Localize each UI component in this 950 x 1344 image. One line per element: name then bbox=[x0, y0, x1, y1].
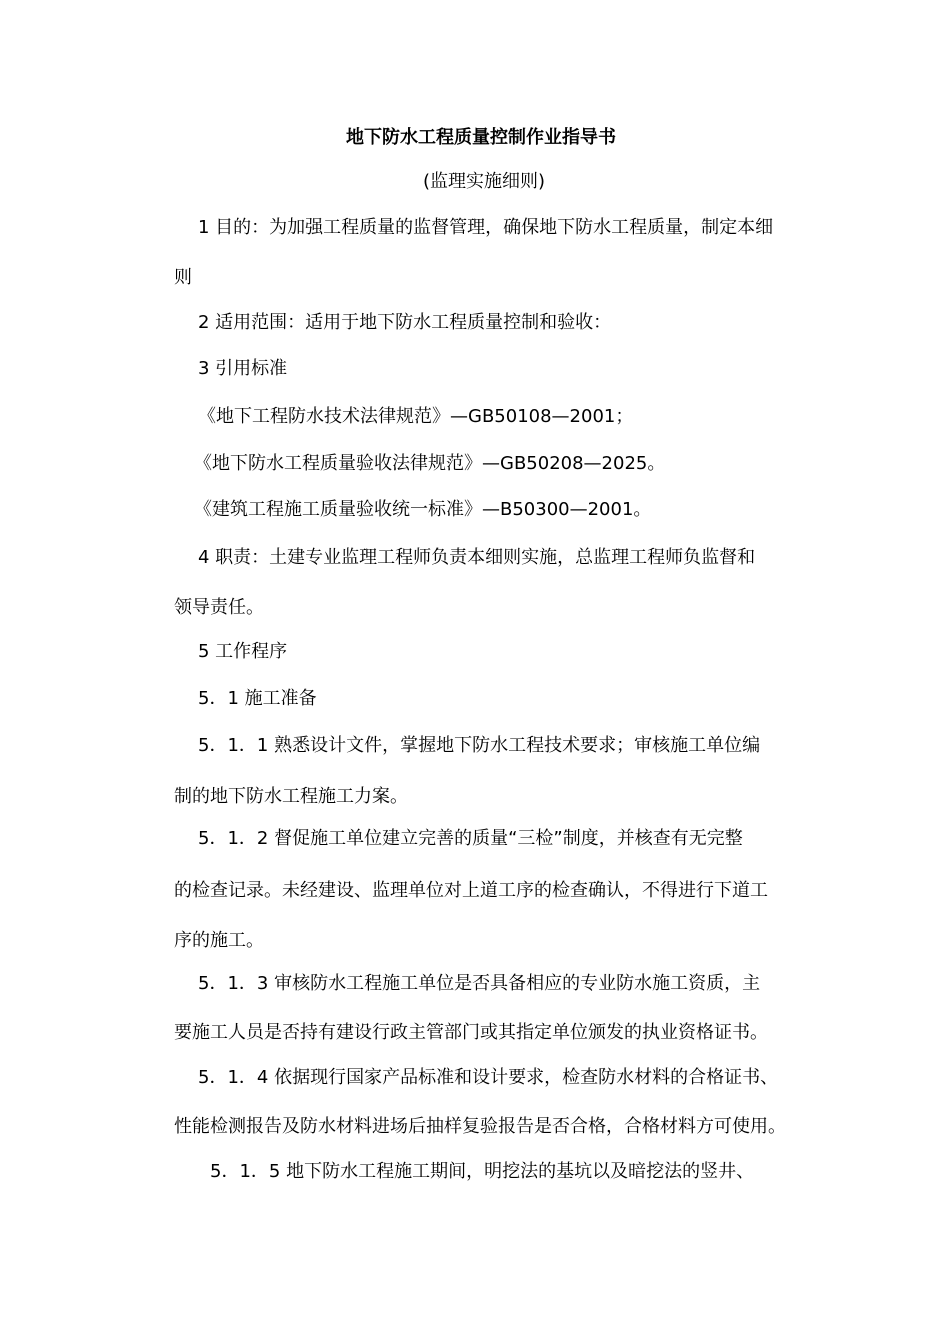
paragraph-line: 5 工作程序 bbox=[198, 641, 288, 662]
paragraph-line: 4 职责：土建专业监理工程师负责本细则实施，总监理工程师负监督和 bbox=[198, 547, 756, 568]
paragraph-line: 要施工人员是否持有建设行政主管部门或其指定单位颁发的执业资格证书。 bbox=[174, 1022, 768, 1043]
paragraph-line: 的检查记录。未经建设、监理单位对上道工序的检查确认，不得进行下道工 bbox=[174, 880, 768, 901]
paragraph-line: 5．1．3 审核防水工程施工单位是否具备相应的专业防水施工资质，主 bbox=[198, 973, 761, 994]
paragraph-line: 5．1．2 督促施工单位建立完善的质量“三检”制度，并核查有无完整 bbox=[198, 828, 743, 849]
paragraph-line: 则 bbox=[174, 267, 192, 288]
paragraph-line: 序的施工。 bbox=[174, 930, 264, 951]
paragraph-line: 《地下工程防水技术法律规范》—GB50108—2001； bbox=[198, 406, 634, 427]
document-title: 地下防水工程质量控制作业指导书 bbox=[346, 127, 616, 148]
paragraph-line: 性能检测报告及防水材料进场后抽样复验报告是否合格，合格材料方可使用。 bbox=[174, 1116, 786, 1137]
paragraph-line: 3 引用标准 bbox=[198, 358, 288, 379]
paragraph-line: 1 目的：为加强工程质量的监督管理，确保地下防水工程质量，制定本细 bbox=[198, 217, 774, 238]
paragraph-line: 5．1．4 依据现行国家产品标准和设计要求，检查防水材料的合格证书、 bbox=[198, 1067, 779, 1088]
paragraph-line: 2 适用范围：适用于地下防水工程质量控制和验收： bbox=[198, 312, 612, 333]
paragraph-line: 制的地下防水工程施工力案。 bbox=[174, 786, 408, 807]
paragraph-line: 5．1．5 地下防水工程施工期间，明挖法的基坑以及暗挖法的竖井、 bbox=[210, 1161, 755, 1182]
paragraph-line: 5．1．1 熟悉设计文件，掌握地下防水工程技术要求；审核施工单位编 bbox=[198, 735, 761, 756]
paragraph-line: 《建筑工程施工质量验收统一标准》—B50300—2001。 bbox=[194, 499, 652, 520]
document-subtitle: (监理实施细则) bbox=[423, 171, 546, 192]
paragraph-line: 5．1 施工准备 bbox=[198, 688, 317, 709]
paragraph-line: 《地下防水工程质量验收法律规范》—GB50208—2025。 bbox=[194, 453, 666, 474]
paragraph-line: 领导责任。 bbox=[174, 597, 264, 618]
